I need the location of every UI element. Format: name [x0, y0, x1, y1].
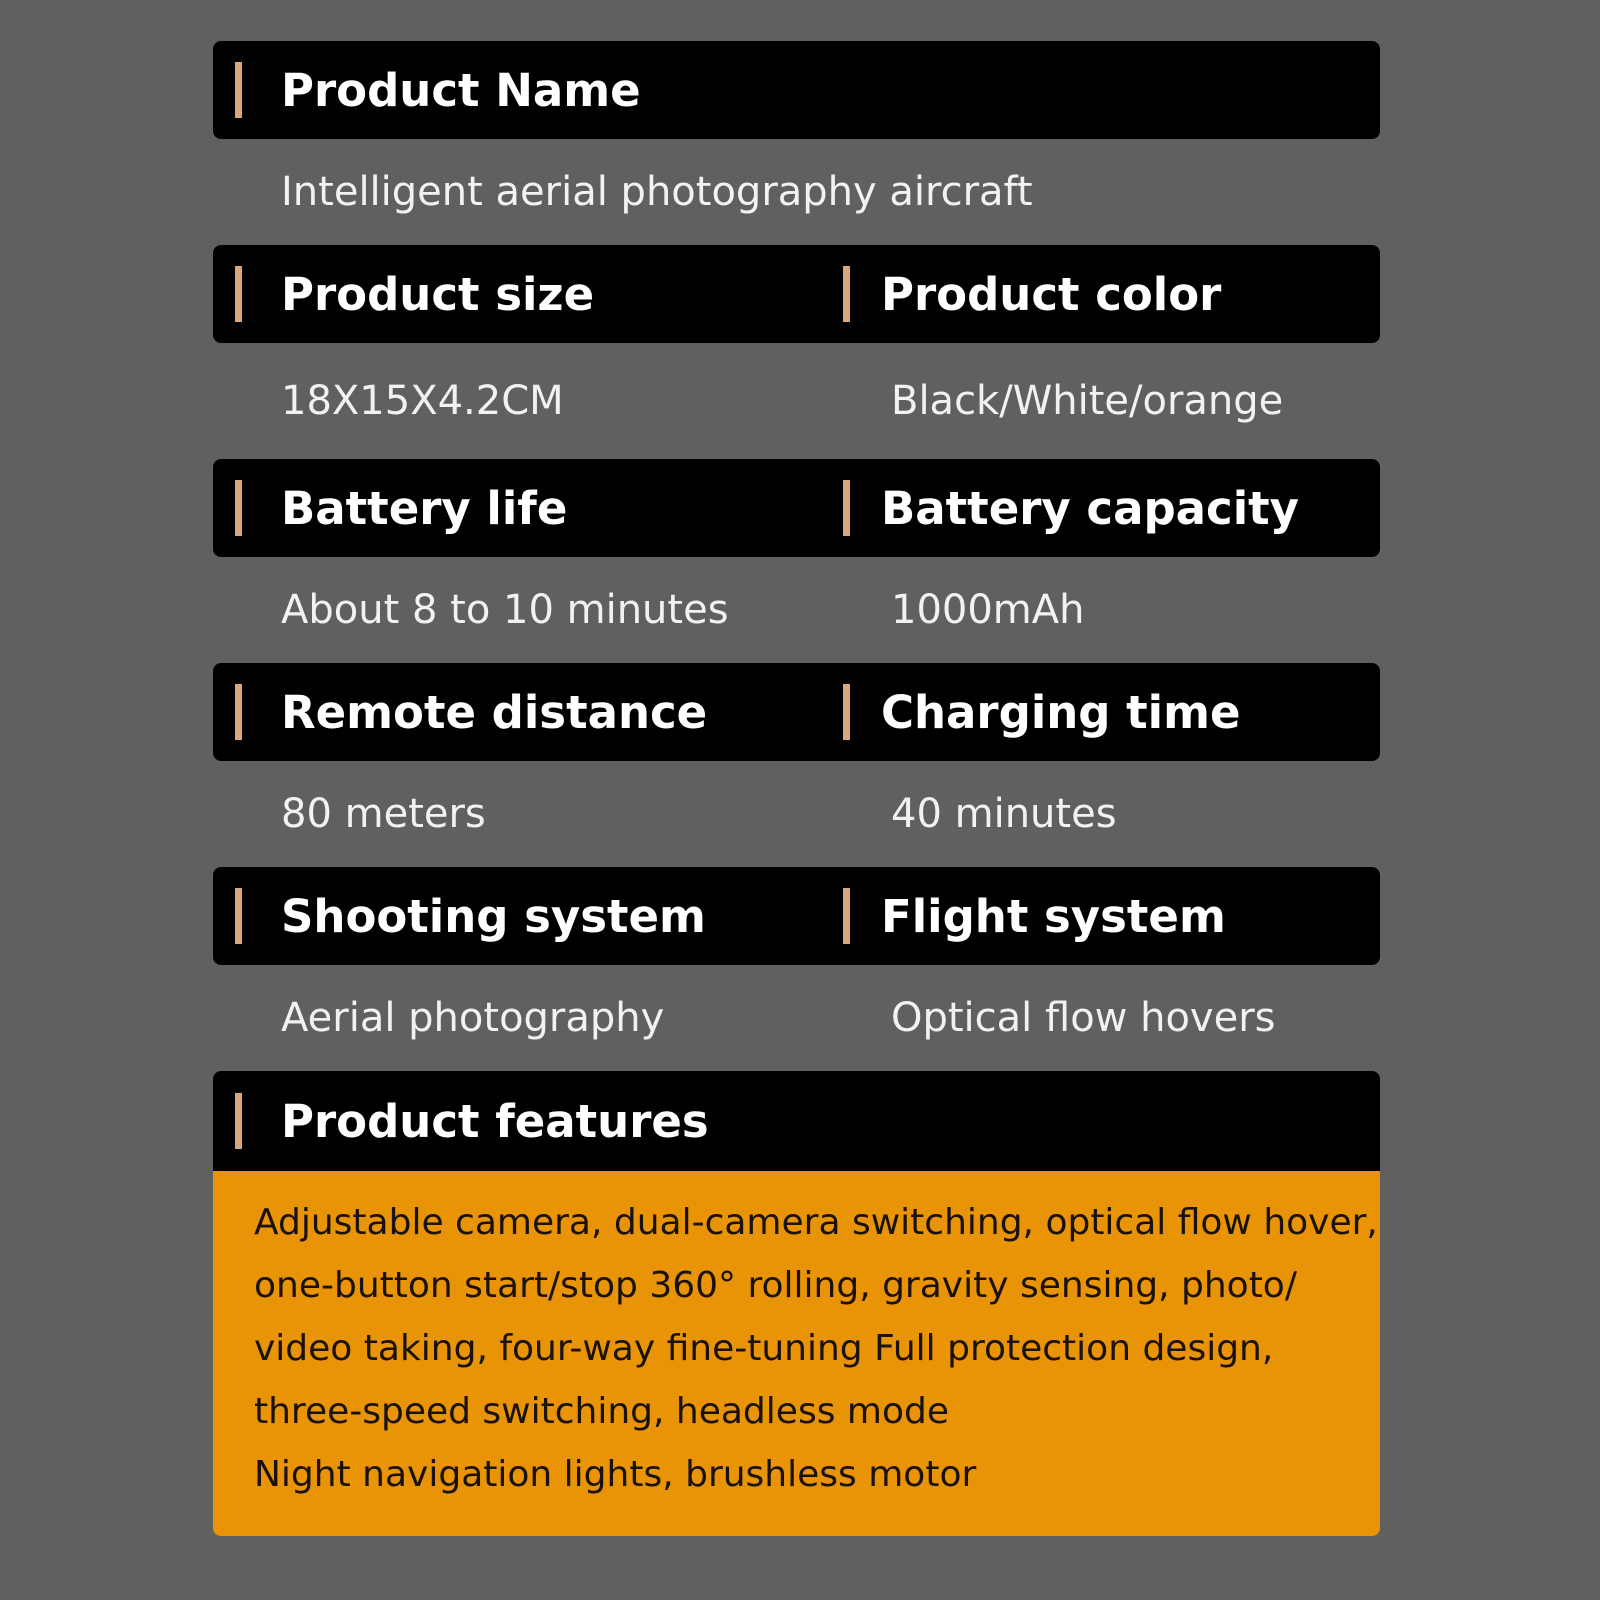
spec-header-bar-systems: [213, 867, 1380, 965]
accent-marker: [235, 480, 242, 536]
features-line: three-speed switching, headless mode: [254, 1391, 949, 1432]
spec-value: Intelligent aerial photography aircraft: [281, 169, 1033, 215]
spec-header: [213, 663, 707, 761]
spec-value: Aerial photography: [281, 995, 665, 1041]
accent-marker: [235, 684, 242, 740]
accent-marker: [843, 684, 850, 740]
spec-value: 18X15X4.2CM: [281, 378, 564, 424]
spec-header: [213, 867, 706, 965]
features-line: video taking, four-way fine-tuning Full protection design,: [254, 1328, 1274, 1369]
accent-marker: [235, 1093, 242, 1149]
features-panel: [213, 1171, 1380, 1536]
spec-header-label: Shooting system: [281, 889, 706, 943]
spec-values-remote-charging: [213, 761, 1380, 867]
accent-marker: [843, 888, 850, 944]
spec-header: [843, 663, 1241, 761]
spec-header: [213, 459, 567, 557]
spec-header: [843, 245, 1221, 343]
spec-header-label: Battery capacity: [881, 481, 1299, 535]
spec-values-systems: [213, 965, 1380, 1071]
spec-value: Black/White/orange: [891, 378, 1284, 424]
accent-marker: [843, 266, 850, 322]
spec-header: [843, 867, 1226, 965]
spec-header: [213, 245, 594, 343]
features-line: Night navigation lights, brushless motor: [254, 1454, 977, 1495]
features-line: Adjustable camera, dual-camera switching, optical flow hover,: [254, 1202, 1378, 1243]
features-header-bar: [213, 1071, 1380, 1171]
spec-header: [843, 459, 1299, 557]
spec-value: About 8 to 10 minutes: [281, 587, 729, 633]
spec-header-bar-name: [213, 41, 1380, 139]
features-line: one-button start/stop 360° rolling, gravity sensing, photo/: [254, 1265, 1297, 1306]
spec-header-bar-remote-charging: [213, 663, 1380, 761]
spec-header-label: Flight system: [881, 889, 1226, 943]
spec-header: [213, 41, 641, 139]
features-header-label: Product features: [281, 1094, 709, 1148]
spec-header-label: Remote distance: [281, 685, 708, 739]
spec-sheet: [213, 41, 1380, 1536]
spec-values-battery: [213, 557, 1380, 663]
accent-marker: [843, 480, 850, 536]
spec-header-label: Battery life: [281, 481, 568, 535]
spec-header-label: Charging time: [881, 685, 1241, 739]
spec-header-label: Product size: [281, 267, 595, 321]
spec-header: [213, 1071, 709, 1171]
spec-value: 80 meters: [281, 791, 486, 837]
spec-values-size-color: [213, 343, 1380, 459]
accent-marker: [235, 266, 242, 322]
spec-header-bar-size-color: [213, 245, 1380, 343]
spec-header-label: Product color: [881, 267, 1222, 321]
accent-marker: [235, 888, 242, 944]
spec-value: 40 minutes: [891, 791, 1117, 837]
spec-value: Optical flow hovers: [891, 995, 1276, 1041]
spec-header-bar-battery: [213, 459, 1380, 557]
accent-marker: [235, 62, 242, 118]
spec-header-label: Product Name: [281, 63, 641, 117]
spec-value: 1000mAh: [891, 587, 1085, 633]
spec-values-name: [213, 139, 1380, 245]
